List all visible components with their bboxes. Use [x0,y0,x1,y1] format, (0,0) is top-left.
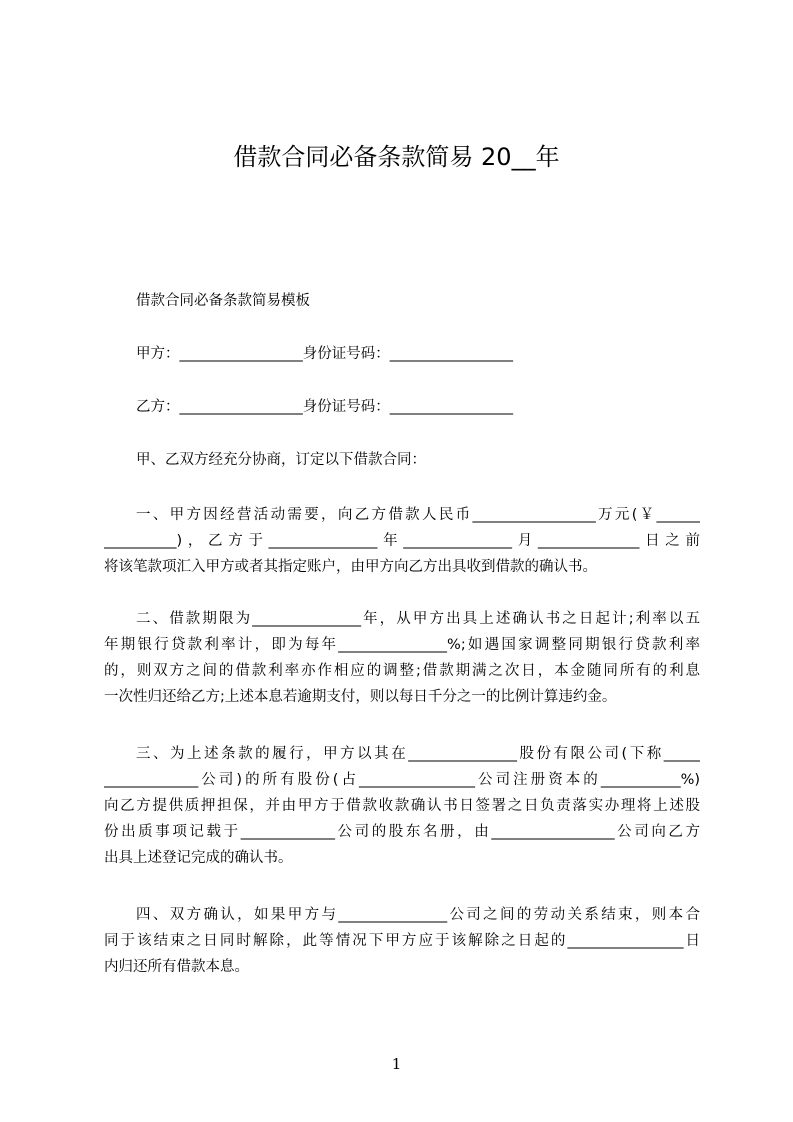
clause-3-line-3: 向乙方提供质押担保，并由甲方于借款收款确认书日签署之日负责落实办理将上述股 [104,798,700,814]
clause-2-line-4: 一次性归还给乙方;上述本息若逾期支付，则以每日千分之一的比例计算违约金。 [104,689,617,705]
clause-3-line-4: 份出质事项记载于_____________公司的股东名册，由_________________公司向乙方 [104,824,700,840]
clause-2-line-2: 年期银行贷款利率计，即为每年_______________%;如遇国家调整同期银行贷款利率 [104,637,700,653]
clause-2 [104,606,700,712]
intro-paragraph [104,447,700,473]
party-a-line [104,341,700,367]
clause-2-line-3: 的，则双方之间的借款利率亦作相应的调整;借款期满之次日，本金随同所有的利息 [104,663,700,679]
clause-2-line-1: 二、借款期限为_______________年，从甲方出具上述确认书之日起计;利率以五 [136,611,700,627]
clause-4 [104,902,700,982]
party-a-text: 甲方：_________________身份证号码：_________________ [136,346,513,362]
clause-3 [104,741,700,873]
template-subtitle [104,288,700,314]
subtitle-text: 借款合同必备条款简易模板 [136,293,310,309]
intro-text: 甲、乙双方经充分协商，订定以下借款合同： [136,452,426,468]
page-number: 1 [391,1055,402,1073]
clause-4-line-3: 内归还所有借款本息。 [104,959,249,975]
clause-1-line-3: 将该笔款项汇入甲方或者其指定账户，由甲方向乙方出具收到借款的确认书。 [104,559,597,575]
clause-3-line-1: 三、为上述条款的履行，甲方以其在_______________股份有限公司(下称_____ [136,746,700,762]
clause-1-line-1: 一、甲方因经营活动需要，向乙方借款人民币_________________万元(￥______ [136,507,700,523]
clause-4-line-2: 同于该结束之日同时解除，此等情况下甲方应于该解除之日起的________________日 [104,933,700,949]
clause-3-line-5: 出具上述登记完成的确认书。 [104,850,293,866]
document-title: 借款合同必备条款简易 20__年 [233,143,560,171]
party-b-text: 乙方：_________________身份证号码：_________________ [136,399,513,415]
clause-4-line-1: 四、双方确认，如果甲方与_______________公司之间的劳动关系结束，则本合 [136,907,700,923]
clause-3-line-2: _____________公司)的所有股份(占________________公司注册资本的___________%) [104,772,700,788]
clause-1 [104,502,700,582]
party-b-line [104,394,700,420]
clause-1-line-2: __________)，乙方于_______________年_______________月______________日之前 [104,533,700,549]
